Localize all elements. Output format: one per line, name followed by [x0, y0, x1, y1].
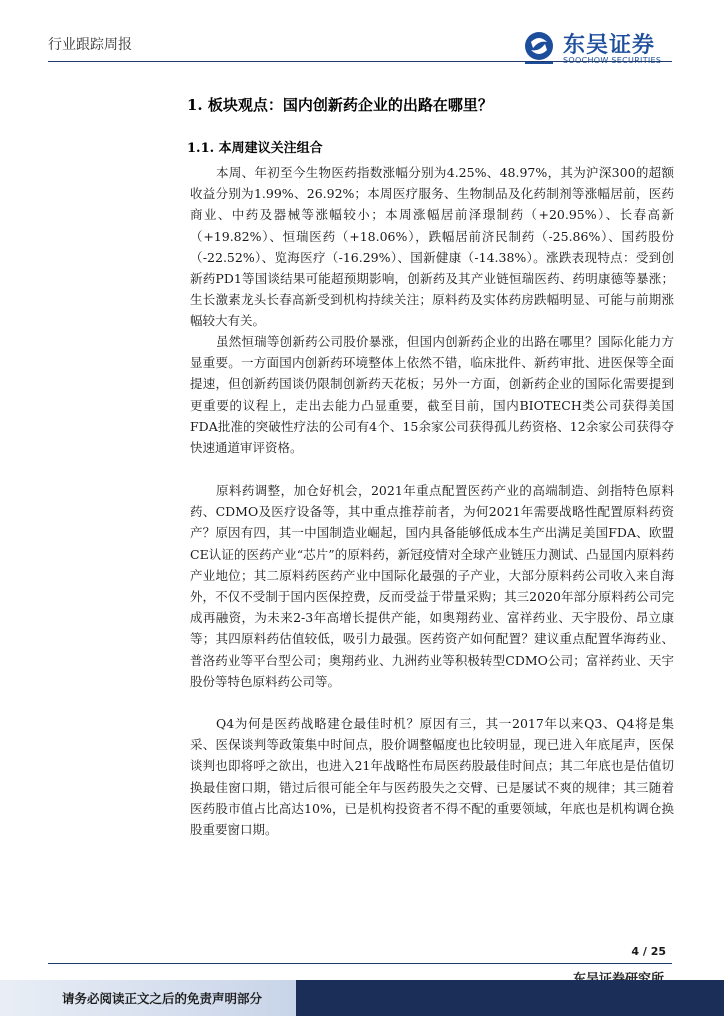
footer-rule — [48, 963, 672, 964]
disclaimer-notice: 请务必阅读正文之后的免责声明部分 — [62, 991, 263, 1006]
subsection-title: 1.1. 本周建议关注组合 — [187, 141, 323, 156]
logo-chinese-name: 东吴证券 — [563, 33, 656, 58]
paragraph-innovative-drugs: 虽然恒瑞等创新药公司股价暴涨，但国内创新药企业的出路在哪里？国际化能力方显重要。一方面国内创新药环境整体上依然不错，临床批件、新药审批、进医保等全面提速，但创新药国谈仍限制创新药天花板；另外一方面，创新药企业的国际化需要提到更重要的议程上，走出去能力凸显重要，截至目前，国内BIOTECH类公司获得美国FDA批准的突破性疗法的公司有4个、15余家公司获得孤儿药资格、12余家公司获得夺快速通道审评资格。 — [190, 334, 674, 456]
paragraph-api-allocation: 原料药调整，加仓好机会，2021年重点配置医药产业的高端制造、剑指特色原料药、CDMO及医疗设备等，其中重点推荐前者，为何2021年需要战略性配置原料药资产？原因有四，其一中国制造业崛起，国内具备能够低成本生产出满足美国FDA、欧盟CE认证的医药产业“芯片”的原料药，新冠疫情对全球产业链压力测试、凸显国内原料药产业地位；其二原料药医药产业中国际化最强的子产业，大部分原料药公司收入来自海外，不仅不受制于国内医保控费，反而受益于带量采购；其三2020年部分原料药公司完成再融资，为未来2-3年高增长提供产能，如奥翔药业、富祥药业、天宇股份、昂立康等；其四原料药估值较低，吸引力最强。医药资产如何配置？建议重点配置华海药业、普洛药业等平台型公司；奥翔药业、九洲药业等积极转型CDMO公司；富祥药业、天宇股份等特色原料药公司等。 — [190, 483, 674, 689]
paragraph-q4-timing: Q4为何是医药战略建仓最佳时机？原因有三，其一2017年以来Q3、Q4将是集采、医保谈判等政策集中时间点，股价调整幅度也比较明显，现已进入年底尾声，医保谈判也即将呼之欲出，也进入21年战略性布局医药股最佳时间点；其二年底也是估值切换最佳窗口期，错过后很可能全年与医药股失之交臂、已是屡试不爽的规律；其三随着医药股市值占比高达10%，已是机构投资者不得不配的重要领域，年底也是机构调仓换股重要窗口期。 — [190, 716, 674, 838]
page-number: 4 / 25 — [631, 945, 666, 958]
section-title: 1. 板块观点：国内创新药企业的出路在哪里？ — [187, 96, 493, 114]
report-type-label: 行业跟踪周报 — [48, 37, 132, 53]
footer-dark-bar — [296, 980, 724, 1016]
paragraph-weekly-performance: 本周、年初至今生物医药指数涨幅分别为4.25%、48.97%，其为沪深300的超额收益分别为1.99%、26.92%；本周医疗服务、生物制品及化药制剂等涨幅居前，医药商业、中药及器械等涨幅较小；本周涨幅居前泽璟制药（+20.95%）、长春高新（+19.82%）、恒瑞医药（+18.06%），跌幅居前济民制药（-25.86%）、国药股份（-22.52%）、览海医疗（-16.29%）、国新健康（-14.38%）。涨跌表现特点：受到创新药PD1等国谈结果可能超预期影响，创新药及其产业链恒瑞医药、药明康德等暴涨；生长激素龙头长春高新受到机构持续关注；原料药及实体药房跌幅明显、可能与前期涨幅较大有关。 — [190, 165, 674, 329]
header-rule — [48, 61, 672, 62]
